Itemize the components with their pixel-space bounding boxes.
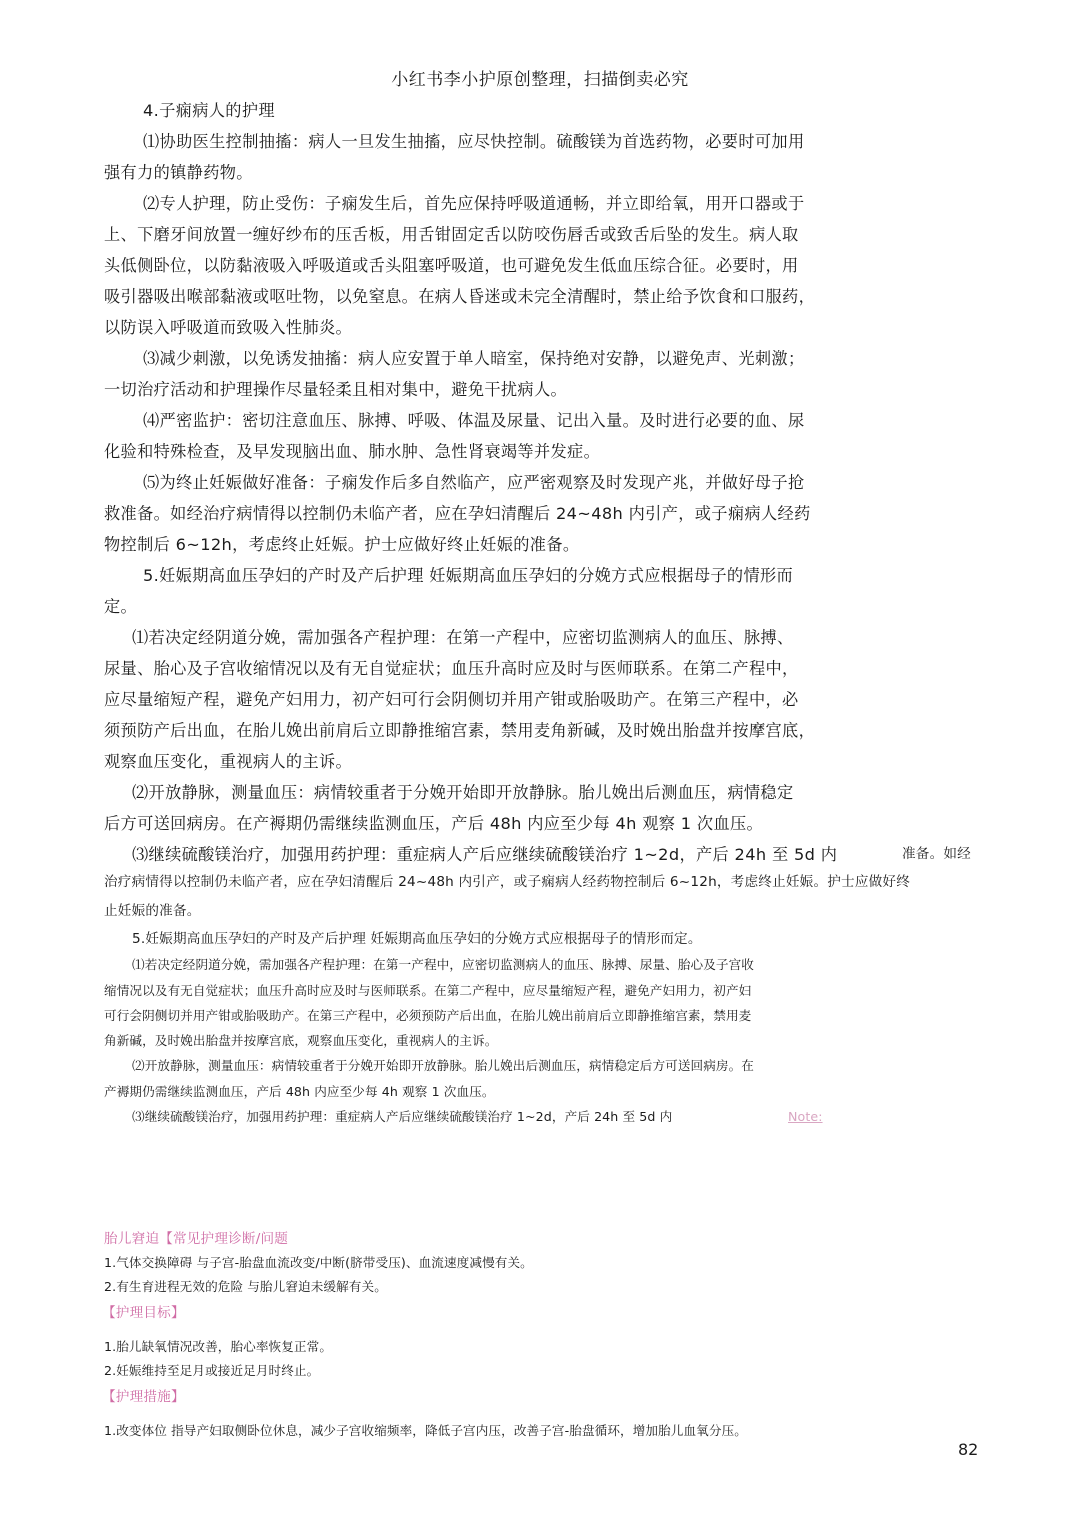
- big-line: 头低侧卧位，以防黏液吸入呼吸道或舌头阻塞呼吸道，也可避免发生低血压综合征。必要时，用: [104, 256, 799, 275]
- big-line: 强有力的镇静药物。: [104, 163, 253, 182]
- small-line: 角新碱，及时娩出胎盘并按摩宫底，观察血压变化，重视病人的主诉。: [104, 1033, 498, 1048]
- big-line: 化验和特殊检查，及早发现脑出血、肺水肿、急性肾衰竭等并发症。: [104, 442, 601, 461]
- page-number: 82: [958, 1440, 979, 1459]
- mid-line: 止妊娠的准备。: [104, 903, 201, 919]
- big-line: ⑴协助医生控制抽搐：病人一旦发生抽搐，应尽快控制。硫酸镁为首选药物，必要时可加用: [143, 132, 805, 151]
- big-line: ⑸为终止妊娠做好准备：子痫发作后多自然临产，应严密观察及时发现产兆，并做好母子抢: [143, 473, 805, 492]
- fetal-distress-title: 胎儿窘迫【常见护理诊断/问题: [104, 1231, 289, 1247]
- mid-line: 5.妊娠期高血压孕妇的产时及产后护理 妊娠期高血压孕妇的分娩方式应根据母子的情形而定。: [132, 931, 702, 947]
- section-title-4: 4.子痫病人的护理: [143, 101, 275, 120]
- big-line: 须预防产后出血，在胎儿娩出前肩后立即静推缩宫素，禁用麦角新碱，及时娩出胎盘并按摩宫底，: [104, 721, 816, 740]
- goal-item: 2.妊娠维持至足月或接近足月时终止。: [104, 1363, 320, 1378]
- goals-title: 【护理目标】: [102, 1305, 185, 1321]
- diagnosis-item: 2.有生育进程无效的危险 与胎儿窘迫未缓解有关。: [104, 1279, 387, 1294]
- big-line: 应尽量缩短产程，避免产妇用力，初产妇可行会阴侧切并用产钳或胎吸助产。在第三产程中，必: [104, 690, 799, 709]
- big-line: ⑵开放静脉，测量血压：病情较重者于分娩开始即开放静脉。胎儿娩出后测血压，病情稳定: [132, 783, 794, 802]
- section-title-5: 5.妊娠期高血压孕妇的产时及产后护理 妊娠期高血压孕妇的分娩方式应根据母子的情形而: [143, 566, 794, 585]
- big-line: 吸引器吸出喉部黏液或呕吐物，以免窒息。在病人昏迷或未完全清醒时，禁止给予饮食和口服药，: [104, 287, 816, 306]
- mid-line: 治疗病情得以控制仍未临产者，应在孕妇清醒后 24~48h 内引产，或子痫病人经药物控制后 6~12h，考虑终止妊娠。护士应做好终: [104, 874, 910, 890]
- big-line: 救准备。如经治疗病情得以控制仍未临产者，应在孕妇清醒后 24~48h 内引产，或子痫病人经药: [104, 504, 811, 523]
- small-line: ⑶继续硫酸镁治疗，加强用药护理：重症病人产后应继续硫酸镁治疗 1~2d，产后 24h 至 5d 内: [132, 1109, 673, 1124]
- page-header: 小红书李小护原创整理，扫描倒卖必究: [391, 70, 689, 90]
- diagnosis-item: 1.气体交换障碍 与子宫-胎盘血流改变/中断(脐带受压)、血流速度减慢有关。: [104, 1255, 533, 1270]
- big-line: 尿量、胎心及子宫收缩情况以及有无自觉症状；血压升高时应及时与医师联系。在第二产程中，: [104, 659, 799, 678]
- small-line: 产褥期仍需继续监测血压，产后 48h 内应至少每 4h 观察 1 次血压。: [104, 1084, 495, 1099]
- big-line: 观察血压变化，重视病人的主诉。: [104, 752, 353, 771]
- big-line: 一切治疗活动和护理操作尽量轻柔且相对集中，避免干扰病人。: [104, 380, 568, 399]
- big-line: 物控制后 6~12h，考虑终止妊娠。护士应做好终止妊娠的准备。: [104, 535, 580, 554]
- measure-item: 1.改变体位 指导产妇取侧卧位休息，减少子宫收缩频率，降低子宫内压，改善子宫-胎盘循环，增加胎儿血氧分压。: [104, 1423, 747, 1438]
- big-line: 定。: [104, 597, 138, 616]
- small-line: ⑴若决定经阴道分娩，需加强各产程护理：在第一产程中，应密切监测病人的血压、脉搏、尿量、胎心及子宫收: [132, 957, 754, 972]
- overlap-fragment: 准备。如经: [902, 846, 971, 862]
- big-line: 上、下磨牙间放置一缠好纱布的压舌板，用舌钳固定舌以防咬伤唇舌或致舌后坠的发生。病人取: [104, 225, 799, 244]
- note-link[interactable]: Note:: [788, 1109, 823, 1124]
- big-line: ⑴若决定经阴道分娩，需加强各产程护理：在第一产程中，应密切监测病人的血压、脉搏、: [132, 628, 794, 647]
- big-line: 后方可送回病房。在产褥期仍需继续监测血压，产后 48h 内应至少每 4h 观察 1 次血压。: [104, 814, 764, 833]
- small-line: 可行会阴侧切并用产钳或胎吸助产。在第三产程中，必须预防产后出血，在胎儿娩出前肩后立即静推缩宫素，禁用麦: [104, 1008, 752, 1023]
- big-line: ⑷严密监护：密切注意血压、脉搏、呼吸、体温及尿量、记出入量。及时进行必要的血、尿: [143, 411, 805, 430]
- small-line: 缩情况以及有无自觉症状；血压升高时应及时与医师联系。在第二产程中，应尽量缩短产程，避免产妇用力，初产妇: [104, 983, 752, 998]
- big-line: ⑶继续硫酸镁治疗，加强用药护理：重症病人产后应继续硫酸镁治疗 1~2d，产后 24h 至 5d 内: [132, 845, 838, 864]
- goal-item: 1.胎儿缺氧情况改善，胎心率恢复正常。: [104, 1339, 333, 1354]
- big-line: ⑵专人护理，防止受伤：子痫发生后，首先应保持呼吸道通畅，并立即给氧，用开口器或于: [143, 194, 805, 213]
- measures-title: 【护理措施】: [102, 1389, 185, 1405]
- small-line: ⑵开放静脉，测量血压：病情较重者于分娩开始即开放静脉。胎儿娩出后测血压，病情稳定后方可送回病房。在: [132, 1058, 754, 1073]
- big-line: 以防误入呼吸道而致吸入性肺炎。: [104, 318, 353, 337]
- big-line: ⑶减少刺激，以免诱发抽搐：病人应安置于单人暗室，保持绝对安静，以避免声、光刺激；: [143, 349, 805, 368]
